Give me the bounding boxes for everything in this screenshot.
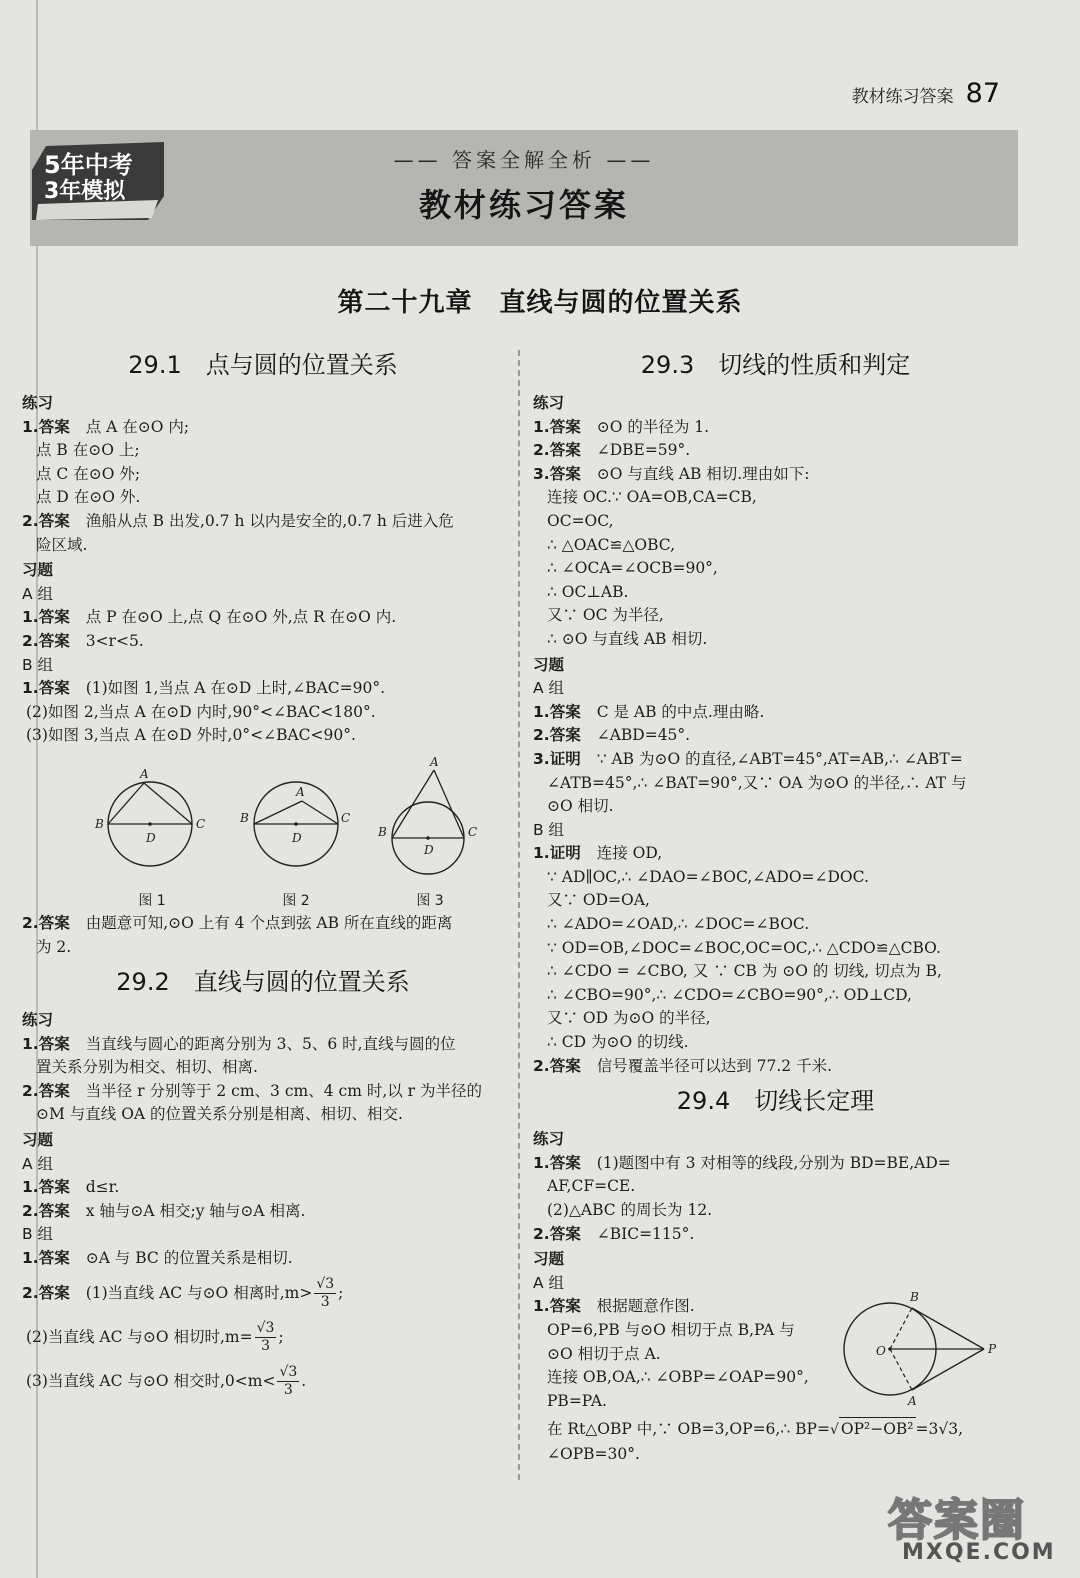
answer-item: [22, 1247, 504, 1271]
fraction: [255, 1320, 277, 1355]
answer-item: [22, 1271, 504, 1315]
answer-item: [533, 842, 1018, 866]
answer-keyword: 答案: [38, 1034, 70, 1053]
chapter-title: 第二十九章 直线与圆的位置关系: [337, 288, 743, 318]
answer-item: [22, 1176, 504, 1200]
numerator: √3: [316, 1276, 335, 1293]
figure-3-caption: 图 3: [416, 892, 444, 909]
proof-line: ∵ OD=OB,∠DOC=∠BOC,OC=OC,∴ △CDO≌△CBO.: [547, 938, 941, 957]
label-b: B: [910, 1290, 919, 1305]
section-number: 29.4: [676, 1087, 731, 1116]
section-name: 直线与圆的位置关系: [193, 968, 410, 997]
answer-keyword: 答案: [38, 631, 70, 650]
denominator: 3: [283, 1382, 293, 1399]
item-number: 1.: [533, 417, 550, 436]
item-number: 2.: [22, 511, 39, 530]
label-b: B: [95, 816, 104, 831]
proof-line: 又∵ OD=OA,: [547, 891, 650, 910]
answer-item: [22, 416, 504, 440]
proof-line: 又∵ OD 为⊙O 的半径,: [547, 1009, 711, 1028]
section-title-29-2: [22, 965, 504, 999]
item-number: 1.: [22, 417, 39, 436]
answer-text: 点 A 在⊙O 内;: [85, 417, 190, 436]
radical: OP²−OB²: [839, 1417, 916, 1442]
section-number: 29.2: [116, 968, 170, 997]
answer-line: PB=PA.: [547, 1391, 607, 1410]
answer-keyword: 答案: [549, 464, 581, 483]
answer-text: (1)题图中有 3 对相等的线段,分别为 BD=BE,AD=: [596, 1153, 951, 1172]
answer-keyword: 答案: [38, 1081, 70, 1100]
answer-text: x 轴与⊙A 相交;y 轴与⊙A 相离.: [85, 1201, 306, 1220]
answer-text: 当半径 r 分别等于 2 cm、3 cm、4 cm 时,以 r 为半径的: [85, 1081, 483, 1100]
answer-line: 在 Rt△OBP 中,∵ OB=3,OP=6,∴ BP=√ OP²−OB² =3√3,: [533, 1417, 1018, 1443]
group-a-label: A 组: [533, 679, 565, 698]
exercise-heading: 练习: [533, 394, 565, 412]
series-logo: [28, 140, 168, 222]
item-number: 2.: [533, 1224, 550, 1243]
answer-line: (3)如图 3,当点 A 在⊙D 外时,0°<∠BAC<90°.: [26, 726, 356, 745]
answer-text: =3√3,: [915, 1420, 964, 1439]
logo-line2: 3年模拟: [44, 179, 126, 204]
item-number: 1.: [22, 679, 39, 698]
proof-line: ∴ ⊙O 与直线 AB 相切.: [547, 629, 708, 648]
answer-text: ;: [278, 1327, 284, 1346]
answer-item: [533, 463, 1018, 487]
proof-line: 又∵ OC 为半径,: [547, 606, 664, 625]
proof-line: ∴ OC⊥AB.: [547, 582, 629, 601]
proof-line: ∴ ∠CBO=90°,∴ ∠CDO=∠CBO=90°,∴ OD⊥CD,: [547, 985, 912, 1004]
answer-line: AF,CF=CE.: [547, 1177, 636, 1196]
answer-text: 当直线与圆心的距离分别为 3、5、6 时,直线与圆的位: [85, 1034, 456, 1053]
label-a: A: [430, 755, 439, 769]
watermark-logo: 答案圈: [888, 1495, 1026, 1546]
proof-line: ∠ATB=45°,∴ ∠BAT=90°,又∵ OA 为⊙O 的半径,∴ AT 与: [547, 773, 967, 792]
item-number: 2.: [22, 913, 39, 932]
group-a-label: A 组: [533, 1273, 565, 1292]
answer-text: 由题意可知,⊙O 上有 4 个点到弦 AB 所在直线的距离: [85, 913, 453, 932]
proof-line: ∵ AD∥OC,∴ ∠DAO=∠BOC,∠ADO=∠DOC.: [547, 867, 869, 886]
item-number: 2.: [22, 1081, 39, 1100]
answer-text: 渔船从点 B 出发,0.7 h 以内是安全的,0.7 h 后进入危: [85, 511, 454, 530]
fraction: [277, 1364, 299, 1399]
exercise-heading: 练习: [533, 1130, 565, 1149]
answer-text: ∵ AB 为⊙O 的直径,∠ABT=45°,AT=AB,∴ ∠ABT=: [596, 749, 963, 768]
answer-item: [533, 724, 1018, 748]
item-number: 2.: [533, 1056, 550, 1075]
answer-keyword: 答案: [549, 1056, 581, 1075]
numerator: √3: [256, 1320, 275, 1337]
item-number: 3.: [533, 749, 550, 768]
answer-line: 点 D 在⊙O 外.: [36, 488, 141, 507]
answer-item: [533, 1055, 1018, 1079]
proof-line: 连接 OC.∵ OA=OB,CA=CB,: [547, 488, 757, 507]
section-number: 29.3: [640, 351, 695, 379]
problems-heading: 习题: [533, 1250, 565, 1269]
answer-keyword: 答案: [38, 1283, 70, 1302]
answer-line: 险区域.: [36, 535, 88, 554]
answer-line: (2)如图 2,当点 A 在⊙D 内时,90°<∠BAC<180°.: [26, 702, 376, 721]
group-b-label: B 组: [22, 655, 54, 674]
answer-line: ⊙M 与直线 OA 的位置关系分别是相离、相切、相交.: [36, 1105, 403, 1124]
section-name: 切线长定理: [754, 1087, 875, 1116]
answer-text: (1)如图 1,当点 A 在⊙D 上时,∠BAC=90°.: [85, 679, 386, 698]
answer-line: ⊙O 相切于点 A.: [547, 1344, 661, 1363]
answer-item: [22, 606, 504, 630]
proof-line: ∴ △OAC≌△OBC,: [547, 535, 675, 554]
watermark-url: MXQE.COM: [902, 1540, 1056, 1565]
label-p: P: [988, 1342, 997, 1357]
answer-text: 点 P 在⊙O 上,点 Q 在⊙O 外,点 R 在⊙O 内.: [85, 608, 397, 627]
section-name: 点与圆的位置关系: [205, 351, 398, 379]
label-b: B: [240, 810, 249, 825]
answer-line: 点 B 在⊙O 上;: [36, 441, 140, 460]
problems-heading: 习题: [22, 1131, 54, 1150]
proof-line: ∴ ∠ADO=∠OAD,∴ ∠DOC=∠BOC.: [547, 915, 810, 934]
section-name: 切线的性质和判定: [718, 351, 911, 379]
proof-line: ∴ ∠CDO = ∠CBO, 又 ∵ CB 为 ⊙O 的 切线, 切点为 B,: [547, 962, 942, 981]
answer-text: C 是 AB 的中点.理由略.: [596, 702, 765, 721]
answer-text: 3<r<5.: [85, 631, 144, 650]
answer-line: 为 2.: [36, 937, 72, 956]
label-a: A: [140, 766, 149, 781]
answer-item: [533, 416, 1018, 440]
label-o: O: [876, 1344, 886, 1359]
banner-subtitle: —— 答案全解全析 ——: [393, 148, 655, 172]
proof-keyword: 证明: [549, 749, 581, 768]
answer-keyword: 答案: [549, 702, 581, 721]
label-d: D: [292, 830, 302, 845]
answer-text: ∠DBE=59°.: [596, 441, 691, 460]
header-label: 教材练习答案: [851, 87, 954, 107]
answer-text: ⊙O 与直线 AB 相切.理由如下:: [596, 464, 810, 483]
answer-text: ∠ABD=45°.: [596, 726, 691, 745]
fraction: [314, 1276, 336, 1311]
answer-text: 在 Rt△OBP 中,∵ OB=3,OP=6,∴ BP=: [547, 1420, 830, 1439]
answer-text: 连接 OD,: [596, 844, 663, 863]
page-number: 87: [965, 78, 1000, 109]
answer-text: d≤r.: [85, 1178, 120, 1197]
answer-text: (3)当直线 AC 与⊙O 相交时,0<m<: [26, 1371, 276, 1390]
section-title-29-3: [533, 348, 1018, 382]
answer-item: [533, 1223, 1018, 1247]
answer-item: [22, 510, 504, 534]
item-number: 1.: [22, 1034, 39, 1053]
left-column: [22, 342, 504, 1403]
answer-keyword: 答案: [549, 417, 581, 436]
answer-item: [22, 677, 504, 701]
answer-line: OP=6,PB 与⊙O 相切于点 B,PA 与: [547, 1320, 795, 1339]
logo-line1: 5年中考: [44, 151, 133, 179]
answer-item: [22, 1200, 504, 1224]
answer-line: ∠OPB=30°.: [547, 1444, 640, 1463]
proof-line: ⊙O 相切.: [547, 797, 614, 816]
numerator: √3: [279, 1364, 298, 1381]
answer-line: [22, 1315, 504, 1359]
proof-keyword: 证明: [549, 844, 581, 863]
figure-2: [236, 756, 356, 909]
item-number: 2.: [533, 441, 550, 460]
answer-keyword: 答案: [549, 1153, 581, 1172]
answer-item: [533, 748, 1018, 772]
figure-3: [370, 755, 490, 909]
exercise-heading: 练习: [22, 394, 54, 412]
item-number: 1.: [533, 1153, 550, 1172]
answer-text: 根据题意作图.: [596, 1297, 695, 1316]
circle-figures: [22, 755, 504, 909]
group-a-label: A 组: [22, 584, 54, 603]
answer-keyword: 答案: [38, 417, 70, 436]
label-b: B: [378, 824, 387, 839]
answer-text: (2)当直线 AC 与⊙O 相切时,m=: [26, 1327, 253, 1346]
proof-line: ∴ ∠OCA=∠OCB=90°,: [547, 559, 718, 578]
item-number: 1.: [533, 844, 550, 863]
answer-text: ⊙O 的半径为 1.: [596, 417, 710, 436]
answer-text: ⊙A 与 BC 的位置关系是相切.: [85, 1249, 293, 1268]
label-a: A: [296, 784, 305, 799]
answer-item: [533, 1152, 1018, 1176]
answer-line: 置关系分别为相交、相切、相离.: [36, 1058, 258, 1077]
label-a: A: [908, 1394, 917, 1409]
site-watermark: [884, 1482, 1064, 1572]
answer-keyword: 答案: [549, 1297, 581, 1316]
figure-1-caption: 图 1: [138, 892, 166, 909]
answer-text: ∠BIC=115°.: [596, 1224, 695, 1243]
item-number: 2.: [22, 1283, 39, 1302]
banner-title: 教材练习答案: [418, 186, 629, 224]
answer-keyword: 答案: [38, 1249, 70, 1268]
item-number: 1.: [533, 702, 550, 721]
answer-keyword: 答案: [549, 441, 581, 460]
label-c: C: [341, 810, 351, 825]
section-title-29-4: [533, 1084, 1018, 1118]
answer-keyword: 答案: [38, 608, 70, 627]
item-number: 1.: [22, 1249, 39, 1268]
denominator: 3: [261, 1338, 270, 1355]
answer-text: (1)当直线 AC 与⊙O 相离时,m>: [85, 1283, 313, 1302]
answer-line: [22, 1359, 504, 1403]
group-a-label: A 组: [22, 1154, 54, 1173]
answer-keyword: 答案: [549, 1224, 581, 1243]
answer-line: 连接 OB,OA,∴ ∠OBP=∠OAP=90°,: [547, 1368, 809, 1387]
item-number: 2.: [22, 1201, 39, 1220]
tangent-figure: [834, 1289, 1004, 1409]
label-c: C: [468, 824, 478, 839]
answer-keyword: 答案: [38, 1178, 70, 1197]
column-divider: [518, 350, 520, 1480]
section-number: 29.1: [128, 351, 182, 379]
answer-item: [533, 439, 1018, 463]
item-number: 1.: [533, 1297, 550, 1316]
proof-line: ∴ CD 为⊙O 的切线.: [547, 1033, 689, 1052]
problems-heading: 习题: [533, 655, 565, 674]
section-banner: [30, 130, 1018, 246]
answer-line: 点 C 在⊙O 外;: [36, 464, 141, 483]
answer-item: [22, 630, 504, 654]
answer-item: [533, 701, 1018, 725]
exercise-heading: 练习: [22, 1011, 54, 1030]
item-number: 1.: [22, 608, 39, 627]
figure-1: [92, 756, 212, 909]
answer-keyword: 答案: [38, 511, 70, 530]
tangent-answer-block: [533, 1290, 1018, 1466]
section-title-29-1: [22, 348, 504, 382]
item-number: 2.: [533, 726, 550, 745]
answer-text: 信号覆盖半径可以达到 77.2 千米.: [596, 1056, 832, 1075]
answer-text: .: [301, 1371, 307, 1390]
answer-item: [22, 912, 504, 936]
answer-line: (2)△ABC 的周长为 12.: [547, 1201, 713, 1219]
answer-item: [22, 1080, 504, 1104]
group-b-label: B 组: [22, 1225, 54, 1244]
right-column: [533, 342, 1018, 1467]
answer-keyword: 答案: [38, 679, 70, 698]
label-d: D: [424, 842, 434, 857]
running-header: [852, 78, 1000, 109]
answer-keyword: 答案: [38, 1201, 70, 1220]
group-b-label: B 组: [533, 820, 565, 839]
denominator: 3: [320, 1294, 330, 1311]
answer-keyword: 答案: [38, 913, 70, 932]
item-number: 3.: [533, 464, 550, 483]
figure-2-caption: 图 2: [282, 892, 310, 909]
answer-item: [22, 1033, 504, 1057]
problems-heading: 习题: [22, 561, 54, 580]
label-d: D: [146, 830, 156, 845]
label-c: C: [196, 816, 206, 831]
item-number: 2.: [22, 631, 39, 650]
answer-keyword: 答案: [549, 726, 581, 745]
proof-line: OC=OC,: [547, 511, 614, 530]
item-number: 1.: [22, 1178, 39, 1197]
answer-text: ;: [338, 1283, 344, 1302]
